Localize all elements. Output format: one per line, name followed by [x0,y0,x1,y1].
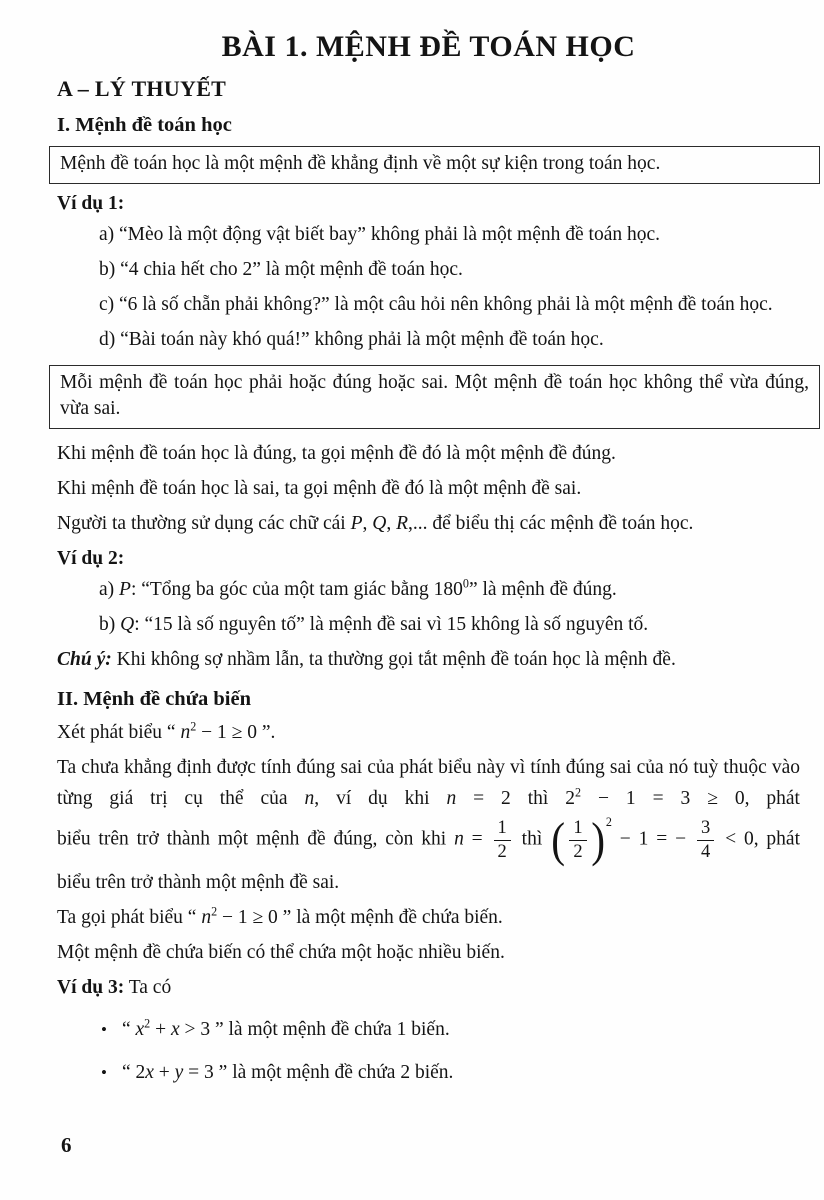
page-number: 6 [61,1133,72,1157]
statement-contains-variable: Ta gọi phát biểu “ $n^2 - 1 \ge 0$ ” là một mệnh đề chứa biến. [57,904,503,928]
page-title: BÀI 1. MỆNH ĐỀ TOÁN HỌC [221,30,636,63]
example-1-label: Ví dụ 1: [57,192,125,214]
bullet-icon: • [101,1020,107,1040]
example-2-item-b: b) Q: “15 là số nguyên tố” là mệnh đề sai vì 15 không là số nguyên tố. [99,614,649,636]
example-1-item-d: d) “Bài toán này khó quá!” không phải là một mệnh đề toán học. [99,329,604,351]
math-parenthesis: ) [590,812,605,867]
math-superscript: 2 [144,1016,151,1031]
example-1-item-b: b) “4 chia hết cho 2” là một mệnh đề toán học. [99,259,463,281]
math-fraction: $\frac{1}{2}$ [569,818,586,863]
example-3-label: Ví dụ 3: Ta có [57,977,172,999]
statement-false: Khi mệnh đề toán học là sai, ta gọi mệnh đề đó là một mệnh đề sai. [57,477,582,499]
paragraph-variable-2: biểu trên trở thành một mệnh đề đúng, còn khi n = $\frac{1}{2}$ thì ( $\frac{1}{2}$ )$^2$ − 1 = − $\frac{3}{4}$ < 0, phát [57,812,800,867]
math-variable: n [454,828,464,850]
statement-true: Khi mệnh đề toán học là đúng, ta gọi mệnh đề đó là một mệnh đề đúng. [57,442,616,464]
definition-box-1: Mệnh đề toán học là một mệnh đề khẳng định về một sự kiện trong toán học. [49,146,820,184]
definition-box-2: Mỗi mệnh đề toán học phải hoặc đúng hoặc sai. Một mệnh đề toán học không thể vừa đúng, vừa sai. [49,365,820,429]
math-variable: n [446,788,457,810]
section-a-heading: A – LÝ THUYẾT [57,76,227,101]
math-variable: n [304,788,315,810]
example-1-item-c: c) “6 là số chẵn phải không?” là một câu hỏi nên không phải là một mệnh đề toán học. [99,294,773,316]
math-variable: x [145,1061,154,1083]
paragraph-variable-3: biểu trên trở thành một mệnh đề sai. [57,871,340,893]
bullet-icon: • [101,1062,107,1082]
math-variable: P [350,512,363,534]
math-variable: P [119,579,131,601]
note: Chú ý: Khi không sợ nhầm lẫn, ta thường gọi tắt mệnh đề toán học là mệnh đề. [57,649,676,671]
math-superscript: 2 [190,719,197,734]
bullet-text: “ 2x + y = 3 ” là một mệnh đề chứa 2 biến. [121,1061,454,1083]
math-variable: Q [120,614,135,636]
math-superscript: 2 [605,814,612,829]
example-1-item-a: a) “Mèo là một động vật biết bay” không phải là một mệnh đề toán học. [99,223,661,245]
statement-consider: Xét phát biểu “ $n^2 - 1 \ge 0$ ”. [57,719,276,743]
math-variable: x [135,1019,145,1041]
content [57,76,809,1088]
math-variable: R [396,512,409,534]
bullet-text: “ $x^2 + x > 3$ ” là một mệnh đề chứa 1 biến. [121,1016,450,1041]
statement-multiple-variables: Một mệnh đề chứa biến có thể chứa một hoặc nhiều biến. [57,942,505,964]
math-superscript: 0 [462,576,469,591]
example-2-item-a: a) P: “Tổng ba góc của một tam giác bằng $180^0$” là mệnh đề đúng. [99,576,617,601]
section-ii-heading: II. Mệnh đề chứa biến [57,687,251,710]
math-fraction: $\frac{3}{4}$ [697,818,714,863]
math-variable: y [174,1061,184,1083]
section-i-heading: I. Mệnh đề toán học [57,114,232,136]
math-variable: x [170,1019,180,1041]
math-variable: Q [372,512,387,534]
example-3-item-1 [101,1014,800,1045]
math-superscript: 2 [575,785,582,800]
math-fraction: $\frac{1}{2}$ [494,818,511,863]
example-3-item-2 [101,1057,800,1088]
math-variable: n [180,721,191,743]
statement-letters: Người ta thường sử dụng các chữ cái P, Q, R,... để biểu thị các mệnh đề toán học. [57,512,694,534]
math-variable: n [201,906,212,928]
math-superscript: 2 [211,904,218,919]
paragraph-variable-1: Ta chưa khẳng định được tính đúng sai của phát biểu này vì tính đúng sai của nó tuỳ thuộc vào từng giá trị cụ thể của n, ví dụ khi n = 2 thì $2^2 - 1 = 3 \ge 0$, phát [57,756,800,810]
math-parenthesis: ( [551,812,566,867]
example-2-label: Ví dụ 2: [57,548,125,570]
